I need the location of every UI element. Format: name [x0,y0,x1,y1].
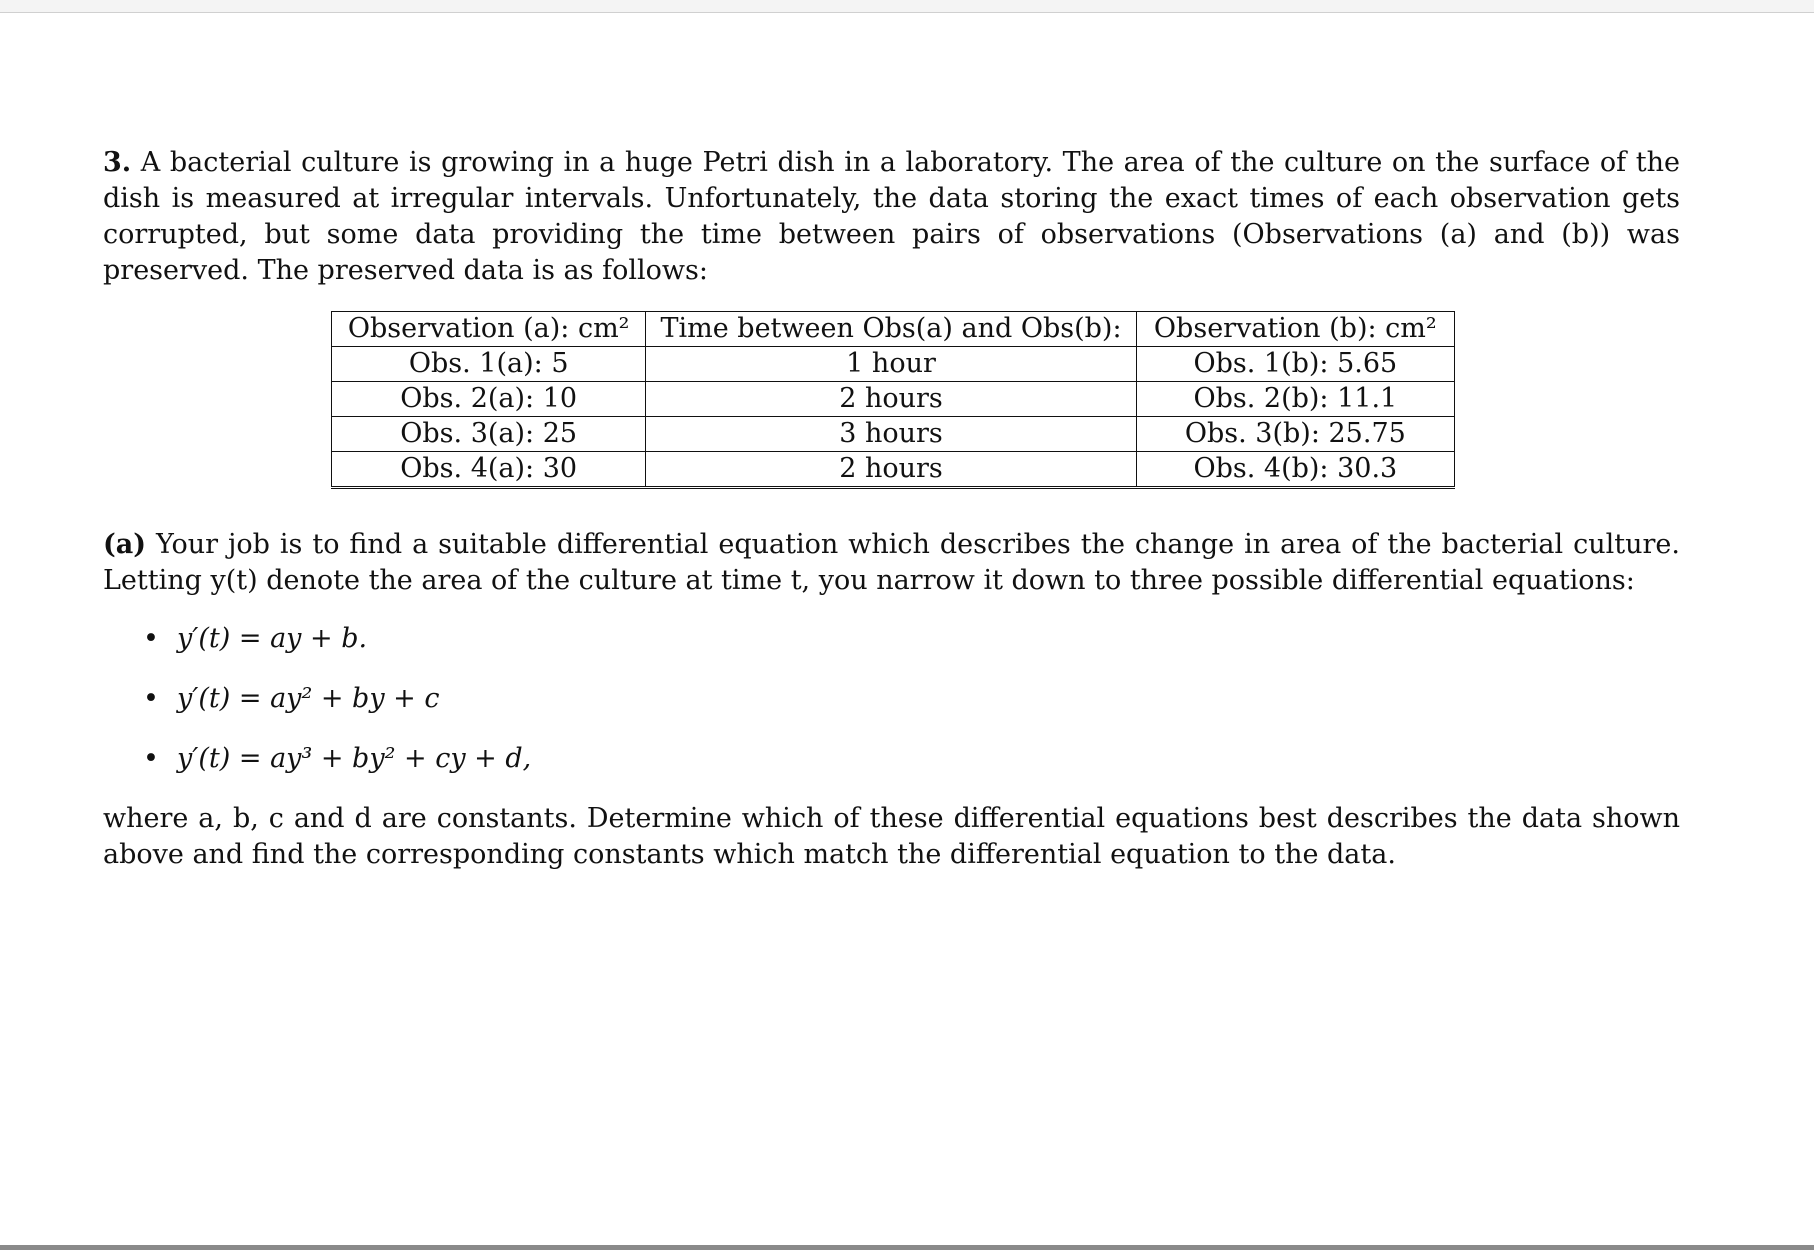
problem-intro [103,145,1680,289]
problem-intro-text: A bacterial culture is growing in a huge Petri dish in a laboratory. The area of the culture on the surface of the dish is measured at irregular intervals. Unfortunately, the data storing the exact times of each observation gets corrupted, but some data providing the time between pairs of observations (Observations (a) and (b)) was preserved. The preserved data is as follows: [103,147,1680,286]
part-a-label: (a) [103,529,147,560]
table-row [332,417,1455,452]
list-item [143,681,1680,717]
cell-obs-a: Obs. 4(a): 30 [332,452,646,488]
window-top-bar [0,0,1814,13]
header-observation-b: Observation (b): cm² [1136,312,1454,347]
problem-page [103,145,1680,873]
cell-time: 2 hours [646,382,1136,417]
part-a-text [103,527,1680,599]
cell-obs-a: Obs. 3(a): 25 [332,417,646,452]
observation-table [331,311,1455,489]
list-item [143,741,1680,777]
table-row [332,382,1455,417]
part-a-closing: where a, b, c and d are constants. Determine which of these differential equations best describes the data shown above and find the corresponding constants which match the differential equation to the data. [103,803,1680,870]
cell-obs-b: Obs. 3(b): 25.75 [1136,417,1454,452]
cell-time: 2 hours [646,452,1136,488]
part-a-body: Your job is to find a suitable differential equation which describes the change in area of the bacterial culture. Letting y(t) denote the area of the culture at time t, you narrow it down to three possible differential equations: [103,529,1680,596]
bullet-icon: • [143,683,159,714]
bullet-icon: • [143,743,159,774]
cell-obs-b: Obs. 2(b): 11.1 [1136,382,1454,417]
equation-quadratic: y′(t) = ay² + by + c [177,683,440,714]
header-observation-a: Observation (a): cm² [332,312,646,347]
equation-linear: y′(t) = ay + b. [177,623,368,654]
table-row [332,347,1455,382]
problem-number: 3. [103,147,132,178]
equation-list [103,621,1680,777]
cell-obs-a: Obs. 1(a): 5 [332,347,646,382]
table-header-row [332,312,1455,347]
cell-obs-b: Obs. 4(b): 30.3 [1136,452,1454,488]
cell-obs-a: Obs. 2(a): 10 [332,382,646,417]
equation-cubic: y′(t) = ay³ + by² + cy + d, [177,743,532,774]
window-bottom-bar [0,1245,1814,1250]
table-row [332,452,1455,488]
list-item [143,621,1680,657]
bullet-icon: • [143,623,159,654]
cell-time: 3 hours [646,417,1136,452]
cell-obs-b: Obs. 1(b): 5.65 [1136,347,1454,382]
header-time-between: Time between Obs(a) and Obs(b): [646,312,1136,347]
cell-time: 1 hour [646,347,1136,382]
observation-table-wrap [331,311,1455,489]
